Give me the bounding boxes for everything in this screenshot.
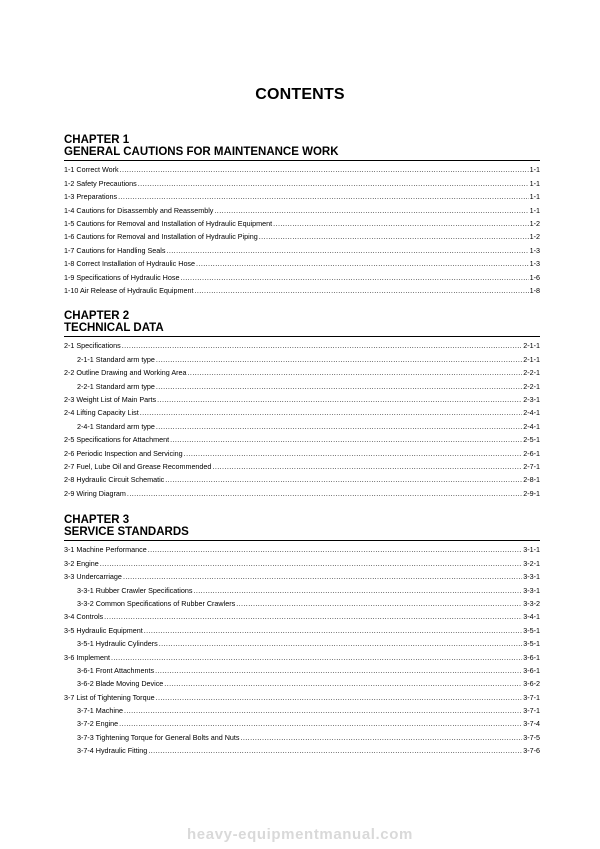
toc-entry-page: 3-3-2 — [523, 598, 540, 608]
toc-entry-page: 3-7-4 — [523, 719, 540, 729]
dot-leader — [184, 449, 523, 458]
dot-leader — [164, 679, 522, 688]
chapter-number: CHAPTER 3 — [64, 514, 130, 526]
toc-entry — [64, 268, 540, 281]
toc-entry-label: 2-7 Fuel, Lube Oil and Grease Recommended — [64, 461, 212, 471]
dot-leader — [214, 206, 528, 215]
toc-entry-page: 2-4-1 — [523, 421, 540, 431]
toc-entry-label: 2-4-1 Standard arm type — [77, 421, 155, 431]
toc-entry-page: 1-8 — [529, 285, 540, 295]
dot-leader — [180, 273, 528, 282]
toc-entry-label: 3-7-3 Tightening Torque for General Bolts and Nuts — [77, 732, 240, 742]
toc-entry-page: 1-1 — [529, 165, 540, 175]
toc-entry-label: 1-9 Specifications of Hydraulic Hose — [64, 272, 180, 282]
toc-entry-label: 3-7-2 Engine — [77, 719, 119, 729]
toc-entry-label: 3-4 Controls — [64, 612, 104, 622]
toc-entry — [64, 728, 540, 741]
toc-entry-label: 3-7 List of Tightening Torque — [64, 692, 155, 702]
toc-entry — [64, 188, 540, 201]
chapter-number: CHAPTER 1 — [64, 134, 130, 146]
toc-entry-page: 2-1-1 — [523, 341, 540, 351]
toc-entry — [64, 568, 540, 581]
toc-entry — [64, 608, 540, 621]
toc-entry-label: 1-1 Correct Work — [64, 165, 119, 175]
toc-entry — [64, 241, 540, 254]
toc-entry-page: 1-2 — [529, 232, 540, 242]
toc-entry-page: 2-3-1 — [523, 394, 540, 404]
dot-leader — [157, 395, 522, 404]
toc-entry-page: 3-7-6 — [523, 746, 540, 756]
dot-leader — [127, 489, 522, 498]
toc-entry — [64, 702, 540, 715]
toc-entry-label: 3-3 Undercarriage — [64, 572, 122, 582]
dot-leader — [118, 192, 528, 201]
dot-leader — [194, 286, 528, 295]
toc-entry — [64, 391, 540, 404]
dot-leader — [165, 475, 522, 484]
toc-entry — [64, 337, 540, 350]
dot-leader — [138, 179, 529, 188]
toc-entry — [64, 161, 540, 174]
toc-entry-label: 1-7 Cautions for Handling Seals — [64, 245, 166, 255]
toc-entry-label: 2-1-1 Standard arm type — [77, 354, 155, 364]
toc-entry — [64, 377, 540, 390]
toc-entry-label: 1-3 Preparations — [64, 192, 118, 202]
toc-entry-label: 2-6 Periodic Inspection and Servicing — [64, 448, 183, 458]
toc-entry-label: 1-6 Cautions for Removal and Installation of Hydraulic Piping — [64, 232, 258, 242]
toc-entry-page: 3-3-1 — [523, 585, 540, 595]
toc-entry-label: 2-8 Hydraulic Circuit Schematic — [64, 475, 165, 485]
toc-entry-label: 2-2 Outline Drawing and Working Area — [64, 368, 187, 378]
toc-entry-page: 3-6-2 — [523, 679, 540, 689]
toc-entry-page: 2-9-1 — [523, 488, 540, 498]
toc-entry-page: 3-4-1 — [523, 612, 540, 622]
dot-leader — [148, 746, 522, 755]
dot-leader — [156, 382, 522, 391]
toc-entry — [64, 675, 540, 688]
toc-entry — [64, 742, 540, 755]
dot-leader — [156, 422, 522, 431]
page-title: CONTENTS — [255, 86, 345, 103]
toc-entry-label: 3-6-1 Front Attachments — [77, 665, 155, 675]
toc-entry-page: 3-5-1 — [523, 639, 540, 649]
toc-entry-label: 2-4 Lifting Capacity List — [64, 408, 139, 418]
dot-leader — [100, 559, 522, 568]
toc-entry-label: 2-9 Wiring Diagram — [64, 488, 126, 498]
toc-entry-page: 3-7-1 — [523, 706, 540, 716]
toc-list — [64, 337, 540, 498]
toc-entry-page: 3-5-1 — [523, 625, 540, 635]
toc-entry-page: 1-1 — [529, 205, 540, 215]
chapter-1 — [64, 134, 540, 295]
toc-entry-page: 3-1-1 — [523, 545, 540, 555]
toc-entry — [64, 350, 540, 363]
toc-entry — [64, 688, 540, 701]
toc-entry — [64, 215, 540, 228]
dot-leader — [122, 341, 522, 350]
toc-entry — [64, 484, 540, 497]
toc-entry-page: 3-7-5 — [523, 732, 540, 742]
dot-leader — [124, 706, 522, 715]
toc-entry-label: 1-4 Cautions for Disassembly and Reassembly — [64, 205, 214, 215]
toc-entry — [64, 648, 540, 661]
dot-leader — [104, 612, 522, 621]
toc-entry-label: 3-3-1 Rubber Crawler Specifications — [77, 585, 193, 595]
dot-leader — [236, 599, 522, 608]
chapter-2 — [64, 310, 540, 498]
dot-leader — [123, 572, 522, 581]
toc-entry — [64, 404, 540, 417]
toc-entry-label: 3-3-2 Common Specifications of Rubber Crawlers — [77, 598, 236, 608]
toc-entry-label: 1-2 Safety Precautions — [64, 178, 137, 188]
toc-entry — [64, 715, 540, 728]
toc-entry — [64, 541, 540, 554]
toc-entry-label: 3-5-1 Hydraulic Cylinders — [77, 639, 158, 649]
toc-entry-label: 3-5 Hydraulic Equipment — [64, 625, 143, 635]
dot-leader — [259, 232, 529, 241]
toc-entry-label: 1-8 Correct Installation of Hydraulic Hose — [64, 259, 196, 269]
toc-entry — [64, 444, 540, 457]
toc-entry — [64, 581, 540, 594]
toc-list — [64, 161, 540, 295]
dot-leader — [155, 666, 522, 675]
toc-entry — [64, 201, 540, 214]
dot-leader — [120, 165, 529, 174]
toc-entry-page: 2-6-1 — [523, 448, 540, 458]
watermark: heavy-equipmentmanual.com — [187, 826, 413, 843]
toc-entry-page: 3-6-1 — [523, 652, 540, 662]
toc-entry-label: 3-1 Machine Performance — [64, 545, 147, 555]
toc-entry — [64, 595, 540, 608]
toc-entry — [64, 364, 540, 377]
toc-entry — [64, 635, 540, 648]
chapter-number: CHAPTER 2 — [64, 310, 130, 322]
toc-entry-page: 2-2-1 — [523, 368, 540, 378]
chapter-title: TECHNICAL DATA — [64, 322, 164, 334]
dot-leader — [159, 639, 523, 648]
toc-list — [64, 541, 540, 755]
toc-entry-page: 1-3 — [529, 259, 540, 269]
toc-entry-label: 2-1 Specifications — [64, 341, 121, 351]
dot-leader — [111, 653, 522, 662]
toc-entry-label: 3-6 Implement — [64, 652, 110, 662]
toc-entry-label: 3-2 Engine — [64, 558, 99, 568]
toc-entry-page: 2-1-1 — [523, 354, 540, 364]
toc-entry — [64, 174, 540, 187]
toc-entry-page: 2-4-1 — [523, 408, 540, 418]
toc-entry-label: 3-7-4 Hydraulic Fitting — [77, 746, 148, 756]
dot-leader — [144, 626, 523, 635]
dot-leader — [156, 355, 522, 364]
toc-entry-label: 2-2-1 Standard arm type — [77, 381, 155, 391]
toc-entry-page: 2-8-1 — [523, 475, 540, 485]
toc-entry-label: 3-6-2 Blade Moving Device — [77, 679, 164, 689]
dot-leader — [156, 693, 523, 702]
dot-leader — [188, 368, 523, 377]
toc-entry-page: 2-2-1 — [523, 381, 540, 391]
toc-entry — [64, 471, 540, 484]
dot-leader — [119, 719, 522, 728]
dot-leader — [140, 408, 523, 417]
toc-entry — [64, 662, 540, 675]
toc-entry-page: 3-3-1 — [523, 572, 540, 582]
chapter-3 — [64, 514, 540, 755]
toc-entry — [64, 431, 540, 444]
toc-entry — [64, 417, 540, 430]
toc-entry — [64, 458, 540, 471]
toc-entry-page: 3-6-1 — [523, 665, 540, 675]
toc-entry-label: 1-5 Cautions for Removal and Installation of Hydraulic Equipment — [64, 218, 273, 228]
toc-entry — [64, 255, 540, 268]
dot-leader — [240, 733, 522, 742]
toc-entry-label: 3-7-1 Machine — [77, 706, 123, 716]
toc-entry-page: 1-6 — [529, 272, 540, 282]
toc-entry-page: 2-7-1 — [523, 461, 540, 471]
toc-entry — [64, 228, 540, 241]
toc-entry-label: 1-10 Air Release of Hydraulic Equipment — [64, 285, 194, 295]
dot-leader — [212, 462, 522, 471]
toc-entry-page: 3-7-1 — [523, 692, 540, 702]
toc-entry-label: 2-5 Specifications for Attachment — [64, 435, 170, 445]
toc-entry — [64, 621, 540, 634]
toc-entry-page: 1-1 — [529, 178, 540, 188]
chapter-title: SERVICE STANDARDS — [64, 526, 189, 538]
dot-leader — [170, 435, 522, 444]
toc-entry-page: 2-5-1 — [523, 435, 540, 445]
dot-leader — [193, 586, 522, 595]
toc-entry-page: 1-2 — [529, 218, 540, 228]
dot-leader — [273, 219, 528, 228]
toc-entry — [64, 554, 540, 567]
dot-leader — [148, 545, 523, 554]
dot-leader — [196, 259, 529, 268]
toc-entry — [64, 282, 540, 295]
toc-entry-label: 2-3 Weight List of Main Parts — [64, 394, 157, 404]
toc-entry-page: 1-1 — [529, 192, 540, 202]
dot-leader — [166, 246, 528, 255]
chapter-title: GENERAL CAUTIONS FOR MAINTENANCE WORK — [64, 146, 339, 158]
toc-entry-page: 1-3 — [529, 245, 540, 255]
toc-entry-page: 3-2-1 — [523, 558, 540, 568]
